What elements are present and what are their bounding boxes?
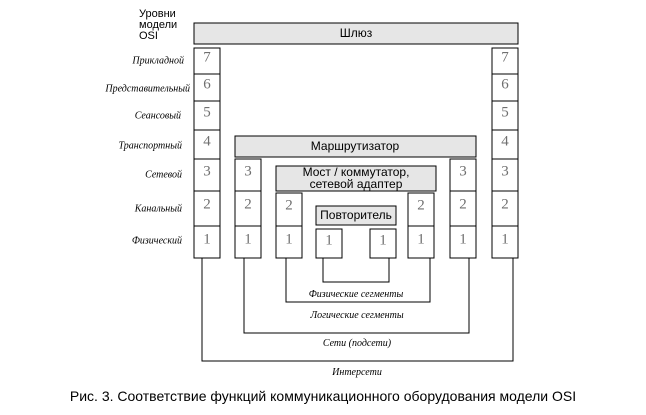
networks-label: Сети (подсети) xyxy=(322,338,392,349)
level-label-6: Представительный xyxy=(105,83,190,95)
level-label-5: Сеансовый xyxy=(134,110,181,122)
header-line-1: Уровни xyxy=(139,8,176,20)
right-num-3: 3 xyxy=(501,163,509,180)
level-label-3: Сетевой xyxy=(145,169,182,181)
left-num-5: 5 xyxy=(203,104,211,121)
left-num-1: 1 xyxy=(203,231,211,248)
router-left-num-1: 1 xyxy=(244,231,252,248)
repeater-label: Повторитель xyxy=(320,208,392,223)
level-label-1: Физический xyxy=(131,235,182,247)
bridge-label-line-1: Мост / коммутатор, xyxy=(302,165,410,180)
repeater-right-num-1: 1 xyxy=(379,232,387,249)
right-num-4: 4 xyxy=(501,133,509,150)
bridge-left-stack xyxy=(276,193,302,258)
router-label: Маршрутизатор xyxy=(310,139,400,154)
left-num-7: 7 xyxy=(203,49,211,66)
gateway-label: Шлюз xyxy=(339,26,373,41)
left-num-3: 3 xyxy=(203,163,211,180)
router-right-num-2: 2 xyxy=(459,196,467,213)
right-num-7: 7 xyxy=(501,49,509,66)
repeater-left-num-1: 1 xyxy=(325,232,333,249)
bridge-left-num-1: 1 xyxy=(285,231,293,248)
logical-segments-label: Логические сегменты xyxy=(310,310,404,321)
router-left-stack xyxy=(235,159,261,258)
physical-segments-label: Физические сегменты xyxy=(308,289,404,300)
bridge-right-stack xyxy=(408,193,434,258)
left-num-6: 6 xyxy=(203,76,211,93)
header-line-2: модели xyxy=(139,19,178,31)
internetworks-label: Интерсети xyxy=(332,367,382,378)
level-label-7: Прикладной xyxy=(132,55,184,67)
left-num-4: 4 xyxy=(203,133,211,150)
left-num-2: 2 xyxy=(203,196,211,213)
router-right-num-3: 3 xyxy=(459,163,467,180)
router-right-num-1: 1 xyxy=(459,231,467,248)
level-label-2: Канальный xyxy=(134,203,182,215)
right-num-6: 6 xyxy=(501,76,509,93)
right-num-5: 5 xyxy=(501,104,509,121)
level-label-4: Транспортный xyxy=(118,140,182,152)
router-left-num-3: 3 xyxy=(244,163,252,180)
left-stack xyxy=(194,48,220,258)
bridge-label-line-2: сетевой адаптер xyxy=(309,177,403,192)
router-left-num-2: 2 xyxy=(244,196,252,213)
figure-caption: Рис. 3. Соответствие функций коммуникационного оборудования модели OSI xyxy=(69,388,577,404)
bridge-right-num-2: 2 xyxy=(417,197,425,214)
bridge-left-num-2: 2 xyxy=(285,197,293,214)
physical-segments-bracket xyxy=(323,258,389,282)
right-num-1: 1 xyxy=(501,231,509,248)
right-num-2: 2 xyxy=(501,196,509,213)
bridge-right-num-1: 1 xyxy=(417,231,425,248)
router-right-stack xyxy=(450,159,476,258)
right-stack xyxy=(492,48,518,258)
header-line-3: OSI xyxy=(139,30,158,42)
